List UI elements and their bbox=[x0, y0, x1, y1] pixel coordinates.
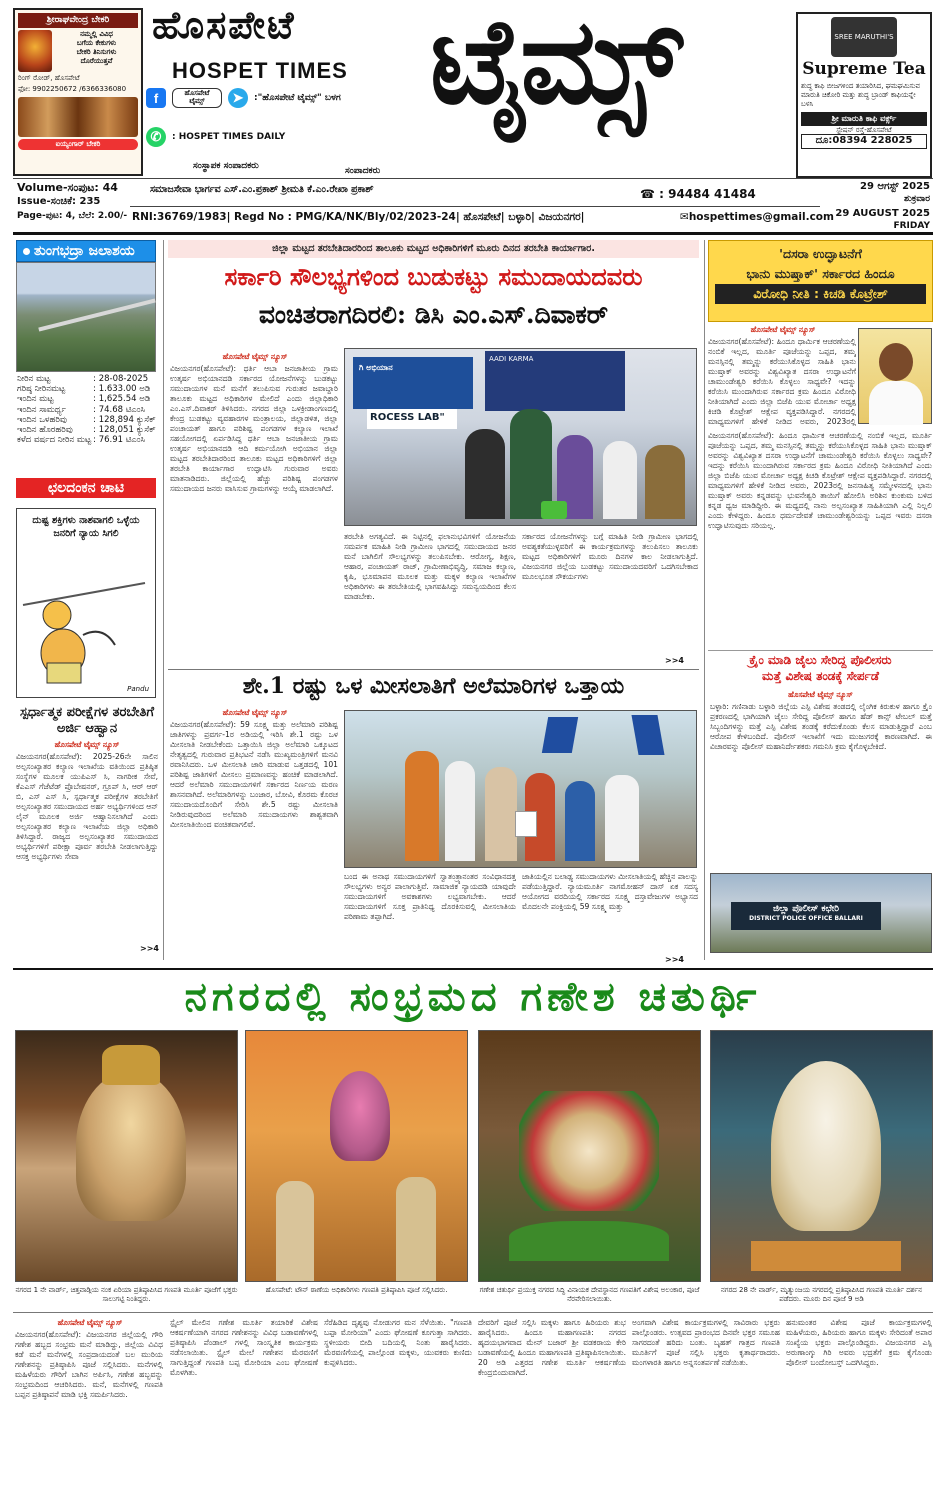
email-address[interactable]: hospettimes@gmail.com bbox=[688, 211, 834, 223]
editor-label: ಸಂಪಾದಕರು bbox=[345, 166, 381, 176]
issue-number: Issue-ಸಂಚಿಕೆ: 235 bbox=[17, 196, 101, 207]
day-kannada: ಶುಕ್ರವಾರ bbox=[904, 194, 930, 204]
dam-row bbox=[16, 374, 157, 384]
dam-row-label: ಗರಿಷ್ಠ ನೀರಿನಮಟ್ಟ bbox=[17, 384, 66, 395]
bakery-line2: ಬಗೆಯ ಕೇಕುಗಳು bbox=[76, 39, 117, 47]
bakery-line3: ಬೇಕರಿ ತಿನಿಸುಗಳು bbox=[76, 47, 117, 56]
founder-label: ಸಂಸ್ಥಾಪಕ ಸಂಪಾದಕರು bbox=[193, 161, 259, 171]
cartoon-title: ಛಲದಂಕನ ಚಾಟಿ bbox=[16, 478, 156, 498]
dam-row bbox=[16, 415, 157, 425]
tea-logo: SREE MARUTHI'S bbox=[831, 17, 897, 57]
dam-title: ತುಂಗಭದ್ರಾ ಜಲಾಶಯ bbox=[34, 243, 135, 259]
telegram-label: :"ಹೊಸಪೇಟೆ ಟೈಮ್ಸ್" ಬಳಗ bbox=[254, 93, 341, 103]
ganesha-photo-2 bbox=[245, 1030, 468, 1282]
dam-row-value: : 1,625.54 ಅಡಿ bbox=[93, 394, 151, 405]
ganesha-headline: ನಗರದಲ್ಲಿ ಸಂಭ್ರಮದ ಗಣೇಶ ಚತುರ್ಥಿ bbox=[184, 973, 762, 1020]
masthead-title-english: HOSPET TIMES bbox=[172, 58, 348, 83]
kotresh-portrait bbox=[858, 328, 932, 424]
exam-continued[interactable]: >>4 bbox=[140, 944, 159, 953]
bakery-banner: ಐಯ್ಯಂಗಾರ್ ಬೇಕರಿ bbox=[18, 139, 138, 150]
lead-column-1: ವಿಜಯನಗರ(ಹೊಸಪೇಟೆ): ಧರ್ತಿ ಆಬಾ ಜನಜಾತೀಯ ಗ್ರಾಮ ಉತ್ಕರ್ಷ ಅಭಿಯಾನದಡಿ ಸರ್ಕಾರದ ಯೋಜನೆಗಳನ್ನು ಬುಡಕಟ್ಟು ಸಮುದಾಯಗಳ ಮನೆ ಮನೆಗೆ ತಲುಪಿಸುವ ಗುರುತರ ಜವಾಬ್ದಾರಿ ತಾಲೂಕು ಮಟ್ಟದ ಅಧಿಕಾರಿಗಳ ಮೇಲಿದೆ ಎಂದು ಜಿಲ್ಲಾಧಿಕಾರಿ ಎಂ.ಎಸ್.ದಿವಾಕರ್ ತಿಳಿಸಿದರು. ನಗರದ ಜಿಲ್ಲಾ ಒಳಕ್ರೀಡಾಂಗಣದಲ್ಲಿ ಕೇಂದ್ರ ಬುಡಕಟ್ಟು ವ್ಯವಹಾರಗಳ ಮಂತ್ರಾಲಯ, ಜಿಲ್ಲಾಡಳಿತ, ಜಿಲ್ಲಾ ಪಂಚಾಯತ್ ಹಾಗೂ ಪರಿಶಿಷ್ಟ ಪಂಗಡಗಳ ಕಲ್ಯಾಣ ಇಲಾಖೆ ಸಹಯೋಗದಲ್ಲಿ ಏರ್ಪಡಿಸಿದ್ದ ಧರ್ತಿ ಆಬಾ ಜನಜಾತೀಯ ಗ್ರಾಮ ಉತ್ಕರ್ಷ ಅಭಿಯಾನದಡಿ ಆದಿ ಕರ್ಮಯೋಗಿ ಅಭಿಯಾನ ಜಿಲ್ಲಾ ಮಟ್ಟದ ತರಬೇತಿದಾರರಿಂದ ತಾಲೂಕು ಮಟ್ಟದ ಅಧಿಕಾರಿಗಳಿಗೆ ಜಿಲ್ಲಾ ತರಬೇತಿ ಕಾರ್ಯಾಗಾರ ಉದ್ಘಾಟಿಸಿ ಗುರುವಾರ ಅವರು ಮಾತನಾಡಿದರು. ಜಿಲ್ಲೆಯಲ್ಲಿ ಹೆಚ್ಚು ಪರಿಶಿಷ್ಟ ಪಂಗಡಗಳ ಸಮುದಾಯದ ಜನರು ವಾಸಿಸುವ ಗ್ರಾಮಗಳನ್ನು ಆಯ್ಕೆ ಮಾಡಲಾಗಿದೆ. bbox=[170, 364, 338, 494]
whatsapp-icon: ✆ bbox=[146, 127, 166, 147]
ganesha-caption-1: ನಗರದ 1 ನೇ ವಾರ್ಡ್, ಚಿತ್ತವಾಡ್ಗಿಯ ನಂಕ ಏರಿಯಾ ಪ್ರತಿಷ್ಠಾಪಿಸಿದ ಗಣಪತಿ ಮೂರ್ತಿ ಪೂಜೆಗೆ ಭಕ್ತರು ಸಾಲುಗಟ್ಟಿ ನಿಂತಿದ್ದರು. bbox=[15, 1286, 238, 1303]
lead-headline-line2: ವಂಚಿತರಾಗದಿರಲಿ: ಡಿಸಿ ಎಂ.ಎಸ್.ದಿವಾಕರ್ bbox=[258, 300, 609, 329]
dam-row-value: : 74.68 ಟಿಎಂಸಿ bbox=[93, 404, 146, 415]
cartoonist-signature: Pandu bbox=[127, 685, 149, 693]
facebook-icon: f bbox=[146, 88, 166, 108]
ganesha-column-5: ಅಂಗವಾಗಿ ವಿಶೇಷ ಕಾರ್ಯಕ್ರಮಗಳಲ್ಲಿ ಸಾವಿರಾರು ಭಕ್ತರು ಪಾಲ್ಗೊಂಡರು. ಉತ್ಸವದ ಪ್ರಾರಂಭದ ದಿನವೇ ಭಕ್ತರ ಸಮೂಹ ಸಾಗರದಂತೆ ಹರಿದು ಬಂತು. ಬೃಹತ್ ಗಾತ್ರದ ಗಣಪತಿ ಮೂರ್ತಿಗೆ ಪೂಜೆ ಸಲ್ಲಿಸಿ ಭಕ್ತರು ಕೃತಾರ್ಥರಾದರು. ಮಂಗಳಾರತಿ ಹಾಗೂ ಅನ್ನಸಂತರ್ಪಣೆ ನಡೆಯಿತು. bbox=[632, 1318, 780, 1368]
dam-row-label: ಕಳೆದ ವರ್ಷದ ನೀರಿನ ಮಟ್ಟ bbox=[17, 435, 92, 446]
dam-row bbox=[16, 405, 157, 415]
cartoon-panel bbox=[16, 508, 156, 698]
lead-headline-line1: ಸರ್ಕಾರಿ ಸೌಲಭ್ಯಗಳಿಂದ ಬುಡುಕಟ್ಟು ಸಮುದಾಯದವರು bbox=[224, 262, 643, 291]
reservation-column-2: ಬಂದ ಈ ಅನಾಥ ಸಮುದಾಯಗಳಿಗೆ ಸ್ವಾತಂತ್ರ್ಯಾನಂತರ ಸಂವಿಧಾನದತ್ತ ಸೌಲಭ್ಯಗಳು ಅನ್ಯರ ಪಾಲಾಗುತ್ತಿವೆ. ಸಾಮಾಜಿಕ ನ್ಯಾಯದಡಿ ಯಾವುದೇ ಸಮುದಾಯಗಳಿಗೆ ಅವಕಾಶಗಳು ಲಭ್ಯವಾಗಬೇಕು. ಆದರೆ ಸಮುದಾಯಗಳಿಗೆ ಸೂಕ್ತ ಪ್ರಾತಿನಿಧ್ಯ ದೊರಕಿಸುವಲ್ಲಿ ಮೀಸಲಾತಿಯ ಪರಿಣಾಮ ತಪ್ಪಾಗಿದೆ. bbox=[344, 872, 516, 922]
cartoon-caption: ದುಷ್ಟ ಶಕ್ತಿಗಳು ನಾಶವಾಗಲಿ ಒಳ್ಳೆಯ ಜನರಿಗೆ ನ್ಯಾಯ ಸಿಗಲಿ bbox=[32, 515, 140, 539]
bakery-ad-title: ಶ್ರೀರಾಘವೇಂದ್ರ ಬೇಕರಿ bbox=[18, 13, 138, 28]
dasara-kicker: ಹೊಸಪೇಟೆ ಟೈಮ್ಸ್ ನ್ಯೂಸ್ bbox=[750, 325, 816, 334]
exam-kicker: ಹೊಸಪೇಟೆ ಟೈಮ್ಸ್ ನ್ಯೂಸ್ bbox=[54, 740, 120, 749]
bakery-line1: ನಮ್ಮಲ್ಲಿ ವಿವಿಧ bbox=[80, 30, 113, 39]
day-english: FRIDAY bbox=[893, 221, 930, 231]
ganesha-photo-3 bbox=[478, 1030, 701, 1282]
ganesha-column-4: ದೇವರಿಗೆ ಪೂಜೆ ಸಲ್ಲಿಸಿ ಮಕ್ಕಳು ಹಾಗೂ ಹಿರಿಯರು ಶುಭ ಹಾರೈಸಿದರು. ಹಿಂದೂ ಮಹಾಗಣಪತಿ: ನಗರದ ಹೃದಯಭಾಗವಾದ ಮೇನ್ ಬಜಾರ್ ಶ್ರೀ ವಡಕರಾಯ ಕೇರಿ ಬಡಾವಣೆಯಲ್ಲಿ ಹಿಂದೂ ಮಹಾಗಣಪತಿ ಪ್ರತಿಷ್ಠಾಪಿಸಲಾಯಿತು. 20 ಅಡಿ ಎತ್ತರದ ಗಣೇಶ ಮೂರ್ತಿ ಆಕರ್ಷಣೆಯ ಕೇಂದ್ರಬಿಂದುವಾಗಿದೆ. bbox=[478, 1318, 626, 1378]
ganesha-column-2: ಸ್ಟೈಲ್ ಮೇಲಿನ ಗಣೇಶ ಮೂರ್ತಿ ತಯಾರಿಕೆ ವಿಶೇಷ ಆಕರ್ಷಣೆಯಾಗಿ ನಗರದ ಗಣೇಶನನ್ನು ವಿವಿಧ ಬಡಾವಣೆಗಳಲ್ಲಿ ಪ್ರತಿಷ್ಠಾಪಿಸಿ ಪೆಂಡಾಲ್ ಗಳಲ್ಲಿ ಸಾಂಸ್ಕೃತಿಕ ಕಾರ್ಯಕ್ರಮ ನಡೆಸಲಾಯಿತು. ಸ್ಟೈಲ್ ಮೇಲೆ ಗಣೇಶನ ಮೆರವಣಿಗೆ ಸಾಗುತ್ತಿದ್ದಂತೆ ಗಣಪತಿ ಬಪ್ಪ ಮೋರಿಯಾ ಎಂಬ ಘೋಷಣೆ ಮೊಳಗಿತು. bbox=[170, 1318, 318, 1378]
reservation-column-3: ಜಾತಿಯಲ್ಲಿನ ಬಲಾಢ್ಯ ಸಮುದಾಯಗಳು ಮೀಸಲಾತಿಯಲ್ಲಿ ಹೆಚ್ಚಿನ ಪಾಲನ್ನು ಪಡೆಯುತ್ತಿದ್ದಾರೆ. ನ್ಯಾಯಮೂರ್ತಿ ನಾಗಮೋಹನ್ ದಾಸ್ ಏಕ ಸದಸ್ಯ ಆಯೋಗದ ವರದಿಯಲ್ಲಿ ಸರ್ಕಾರದ ಸೂಕ್ಷ್ಮ ದಸ್ತಾವೇಜುಗಳ ಅಭ್ಯಾಸದ ಮೊದಲನೇ ಪಂಕ್ತಿಯಲ್ಲಿ 59 ಸೂಕ್ಷ್ಮ ಮತ್ತು bbox=[522, 872, 698, 912]
phone-number: ☎ : 94484 41484 bbox=[640, 187, 756, 201]
lead-column-3: ಸರ್ಕಾರದ ಯೋಜನೆಗಳನ್ನು ಬಗ್ಗೆ ಮಾಹಿತಿ ನೀಡಿ ಗ್ರಾಮೀಣ ಭಾಗದಲ್ಲಿ ಅವಶ್ಯಕತೆಯುಳ್ಳವರಿಗೆ ಈ ಕಾರ್ಯಕ್ರಮಗಳನ್ನು ತಲುಪಿಸಲು ತಾಲೂಕು ಮಟ್ಟದ ಅಧಿಕಾರಿಗಳಿಗೆ ಮೂರು ದಿನಗಳ ಕಾಲ ನೀಡಲಾಗುತ್ತಿದೆ. ವಿಜಯನಗರ ಜಿಲ್ಲೆಯ ಬುಡಕಟ್ಟು ಸಮುದಾಯದವರಿಗೆ ಒದಗಿಸಬೇಕಾದ ಮೂಲಭೂತ ಸೌಕರ್ಯಗಳು bbox=[522, 532, 698, 582]
dasara-body: ವಿಜಯನಗರ(ಹೊಸಪೇಟೆ): ಹಿಂದೂ ಧಾರ್ಮಿಕ ಆಚರಣೆಯಲ್ಲಿ ನಂಬಿಕೆ ಇಲ್ಲದ, ಮೂರ್ತಿ ಪೂಜೆಯನ್ನು ಒಪ್ಪದ, ತಮ್ಮ ಮನಸ್ಸಿನಲ್ಲಿ ತಮ್ಮನ್ನು ಕರೆಯುಸಿಕೊಳ್ಳದ ಸಾಹಿತಿ ಭಾನು ಮುಷ್ತಾಕ್ ಅವರನ್ನು ವಿಶ್ವವಿಖ್ಯಾತ ದಸರಾ ಉದ್ಘಾಟನೆಗೆ ಚಾಮುಂಡೇಶ್ವರಿ ಕರೆಯಿಸಿ ಕೊಳ್ಳಲು ಸಾಧ್ಯವೇ? ಇದನ್ನು ಕರೆಯಿಸಿ ಮುಂದಾಗಿರುವ ಸರ್ಕಾರದ ಕ್ರಮ ಹಿಂದೂ ವಿರೋಧಿ ನೀತಿಯಾಗಿದೆ ಎಂದು ಜಿಲ್ಲಾ ಬಿಜೆಪಿ ಯುವ ಮೋರ್ಚಾ ಅಧ್ಯಕ್ಷ ಕಿಚಡಿ ಕೊಟ್ರೇಶ್ ಆಕ್ಷೇಪ ವ್ಯಕ್ತಪಡಿಸಿದ್ದಾರೆ. ನಗರದಲ್ಲಿ ಮಾಧ್ಯಮಗಳಿಗೆ ಹೇಳಿಕೆ ನೀಡಿದ ಅವರು, 2023ರಲ್ಲಿ ಜನಸಾಹಿತ್ಯ ಸಮ್ಮೇಳನದಲ್ಲಿ ಭಾನು ಮುಷ್ತಾಕ್ ಅವರು ಕನ್ನಡವನ್ನು ಭುವನೇಶ್ವರಿ ತಾಯಿಗೆ ಹೋಲಿಸಿ ಅರಿಶಿನ ಕುಂಕುಮ ಬಳಿದ ಕನ್ನಡ ಧ್ವಜ ಮಾಡಿದ್ದೀರಿ. ಈ ಮಧ್ಯದಲ್ಲಿ ನಾನು ಅಲ್ಪಸಂಖ್ಯಾತ ಸಾಹಿತಿಯಾಗಿ ಎಲ್ಲಿ ನಿಲ್ಲಲಿ ಎಂದು ಕೇಳಿದ್ದರು. ಹಿಂದೂ ಧರ್ಮದೇವತೆ ಚಾಮುಂಡೇಶ್ವರಿಯನ್ನು ಒಪ್ಪದ ಇವರು ದಸರಾ ಉದ್ಘಾಟಿಸುವುದು ಸರಿಯಲ್ಲ. bbox=[708, 431, 932, 531]
tea-brand-name: Supreme Tea bbox=[802, 59, 926, 79]
police-office-photo bbox=[710, 873, 932, 953]
dam-row-value: : 128,894 ಕ್ಯುಸೆಕ್ bbox=[93, 414, 156, 425]
ganesha-photo-1 bbox=[15, 1030, 238, 1282]
facebook-label: ಹೊಸಪೇಟೆ ಟೈಮ್ಸ್ bbox=[172, 88, 222, 107]
reservation-protest-photo bbox=[344, 710, 697, 868]
telegram-icon: ➤ bbox=[228, 88, 248, 108]
reservation-column-1: ವಿಜಯನಗರ(ಹೊಸಪೇಟೆ): 59 ಸೂಕ್ಷ್ಮ ಮತ್ತು ಅಲೆಮಾರಿ ಪರಿಶಿಷ್ಟ ಜಾತಿಗಳನ್ನು ಪ್ರವರ್ಗ-1ರ ಅಡಿಯಲ್ಲಿ ಇರಿಸಿ ಶೇ.1 ರಷ್ಟು ಒಳ ಮೀಸಲಾತಿ ನೀಡಬೇಕೆಂದು ಒತ್ತಾಯಿಸಿ ಜಿಲ್ಲಾ ಅಲೆಮಾರಿ ಒಕ್ಕೂಟದ ನೇತೃತ್ವದಲ್ಲಿ ಗುರುವಾರ ಪ್ರತಿಭಟನೆ ನಡೆಸಿ ಮುಖ್ಯಮಂತ್ರಿಗಳಿಗೆ ಮನವಿ ರವಾನಿಸಿದರು. ಒಳ ಮೀಸಲಾತಿ ಜಾರಿ ಮಾಡುವ ಒತ್ತಡದಲ್ಲಿ 101 ಪರಿಶಿಷ್ಟ ಜಾತಿಗಳಿಗೆ ಮೀಸಲು ಪ್ರಮಾಣವನ್ನು ಹಂಚಿಕೆ ಮಾಡಲಾಗಿದೆ. ಆದರೆ ಅಲೆಮಾರಿ ಸಮುದಾಯಗಳಿಗೆ ಸರ್ಕಾರದ ನಿರ್ಣಯ ಮರಣ ಶಾಸನವಾಗಿದೆ. ಅಲೆಮಾರಿಗಳನ್ನು ಬಂಜಾರ, ಬೋವಿ, ಕೊರಮ ಕೊರಚ ಸಮುದಾಯದೊಂದಿಗೆ ಸೇರಿಸಿ ಶೇ.5 ರಷ್ಟು ಮೀಸಲಾತಿ ನೀಡಿರುವುದರಿಂದ ಅಲೆಮಾರಿ ಸಮುದಾಯಗಳು ಶಾಶ್ವತವಾಗಿ ಮೀಸಲಾತಿಯಿಂದ ವಂಚಿತವಾಗಲಿವೆ. bbox=[170, 720, 338, 830]
ganesha-photo-4 bbox=[710, 1030, 933, 1282]
dam-row-value: : 1.633.00 ಅಡಿ bbox=[93, 384, 151, 395]
dam-row bbox=[16, 384, 157, 394]
dam-row-label: ಇಂದಿನ ಹೊರಹರಿವು bbox=[17, 424, 73, 435]
dasara-body-top: ವಿಜಯನಗರ(ಹೊಸಪೇಟೆ): ಹಿಂದೂ ಧಾರ್ಮಿಕ ಆಚರಣೆಯಲ್ಲಿ ನಂಬಿಕೆ ಇಲ್ಲದ, ಮೂರ್ತಿ ಪೂಜೆಯನ್ನು ಒಪ್ಪದ, ತಮ್ಮ ಮನಸ್ಸಿನಲ್ಲಿ ತಮ್ಮನ್ನು ಕರೆಯುಸಿಕೊಳ್ಳದ ಸಾಹಿತಿ ಭಾನು ಮುಷ್ತಾಕ್ ಅವರನ್ನು ವಿಶ್ವವಿಖ್ಯಾತ ದಸರಾ ಉದ್ಘಾಟನೆಗೆ ಚಾಮುಂಡೇಶ್ವರಿ ಕರೆಯಿಸಿ ಕೊಳ್ಳಲು ಸಾಧ್ಯವೇ? ಇದನ್ನು ಕರೆಯಿಸಿ ಮುಂದಾಗಿರುವ ಸರ್ಕಾರದ ಕ್ರಮ ಹಿಂದೂ ವಿರೋಧಿ ನೀತಿಯಾಗಿದೆ ಎಂದು ಜಿಲ್ಲಾ ಬಿಜೆಪಿ ಯುವ ಮೋರ್ಚಾ ಅಧ್ಯಕ್ಷ ಕಿಚಡಿ ಕೊಟ್ರೇಶ್ ಆಕ್ಷೇಪ ವ್ಯಕ್ತಪಡಿಸಿದ್ದಾರೆ. ನಗರದಲ್ಲಿ ಮಾಧ್ಯಮಗಳಿಗೆ ಹೇಳಿಕೆ ನೀಡಿದ ಅವರು, 2023ರಲ್ಲಿ bbox=[708, 337, 856, 427]
bakery-line4: ದೊರೆಯುತ್ತವೆ bbox=[80, 56, 113, 65]
police-kicker: ಹೊಸಪೇಟೆ ಟೈಮ್ಸ್ ನ್ಯೂಸ್ bbox=[788, 690, 853, 699]
exam-body: ವಿಜಯನಗರ(ಹೊಸಪೇಟೆ): 2025-26ನೇ ಸಾಲಿನ ಅಲ್ಪಸಂಖ್ಯಾತರ ಕಲ್ಯಾಣ ಇಲಾಖೆಯ ವತಿಯಿಂದ ಪ್ರತಿಷ್ಠಿತ ಸಂಸ್ಥೆಗಳ ಮೂಲಕ ಯುಪಿಎಸ್ ಸಿ, ನಾಗರೀಕ ಸೇವೆ, ಕೆಎಎಸ್ ಗೆಜೆಟೆಡ್ ಪ್ರೊಬೇಷನರ್, ಗ್ರೂಪ್ ಸಿ, ಆರ್ ಆರ್ ಬಿ, ಎಸ್ ಎಸ್ ಸಿ, ಸ್ಪರ್ಧಾತ್ಮಕ ಪರೀಕ್ಷೆಗಳ ತರಬೇತಿಗೆ ಅಲ್ಪಸಂಖ್ಯಾತರ ಸಮುದಾಯದ ಅರ್ಹ ಅಭ್ಯರ್ಥಿಗಳಿಂದ ಆನ್ ಲೈನ್ ಮೂಲಕ ಅರ್ಜಿ ಆಹ್ವಾನಿಸಲಾಗಿದೆ ಎಂದು ಅಲ್ಪಸಂಖ್ಯಾತರ ಕಲ್ಯಾಣ ಇಲಾಖೆಯ ಜಿಲ್ಲಾ ಅಧಿಕಾರಿ ತಿಳಿಸಿದ್ದಾರೆ. ರಾಜ್ಯದ ಅಲ್ಪಸಂಖ್ಯಾತರ ಸಮುದಾಯದ ಅಭ್ಯರ್ಥಿಗಳಿಗೆ ಪರೀಕ್ಷಾ ಪೂರ್ವ ತರಬೇತಿ ನೀಡಲಾಗುತ್ತಿದ್ದು ಆಸಕ್ತ ಅಭ್ಯರ್ಥಿಗಳು ಸೇವಾ bbox=[16, 752, 158, 862]
ganesha-column-6: ಹನುಮಂತರ ವಿಶೇಷ ಪೂಜೆ ಕಾರ್ಯಕ್ರಮಗಳಲ್ಲಿ ಮಹಿಳೆಯರು, ಹಿರಿಯರು ಹಾಗೂ ಮಕ್ಕಳು ಸೇರಿದಂತೆ ಅಪಾರ ಸಂಖ್ಯೆಯ ಭಕ್ತರು ಪಾಲ್ಗೊಂಡಿದ್ದರು. ವಿಜಯನಗರ ಎಸ್ಪಿ ಅರುಣಾಂಗ್ಶು ಗಿರಿ ಅವರು ಭದ್ರತೆಗೆ ಕ್ರಮ ಕೈಗೊಂಡು ಪೊಲೀಸ್ ಬಂದೋಬಸ್ತ್ ಒದಗಿಸಿದ್ದರು. bbox=[786, 1318, 932, 1368]
dam-row-label: ಇಂದಿನ ಮಟ್ಟ bbox=[17, 394, 54, 405]
lead-kicker-top: ಜಿಲ್ಲಾ ಮಟ್ಟದ ತರಬೇತಿದಾರರಿಂದ ತಾಲೂಕು ಮಟ್ಟದ ಅಧಿಕಾರಿಗಳಿಗೆ ಮೂರು ದಿನದ ತರಬೇತಿ ಕಾರ್ಯಾಗಾರ. bbox=[168, 240, 699, 258]
exam-headline: ಸ್ಪರ್ಧಾತ್ಮಕ ಪರೀಕ್ಷೆಗಳ ತರಬೇತಿಗೆ ಅರ್ಜಿ ಆಹ್ವಾನ bbox=[20, 705, 154, 736]
lead-photo: ಗಿ ಅಭಿಯಾನ AADI KARMA ROCESS LAB" bbox=[344, 348, 697, 526]
dam-row bbox=[16, 425, 157, 435]
dasara-headline-line3: ವಿರೋಧಿ ನೀತಿ : ಕಿಚಡಿ ಕೊಟ್ರೇಶ್ bbox=[715, 284, 926, 304]
facebook-row[interactable] bbox=[146, 88, 341, 108]
founder-names: ಸಮಾಜಸೇವಾ ಭಾರ್ಗವ ಎಸ್.ಎಂ.ಪ್ರಕಾಶ್ ಶ್ರೀಮತಿ ಕೆ.ಎಂ.ರೇಖಾ ಪ್ರಕಾಶ್ bbox=[150, 184, 374, 195]
dam-row-label: ನೀರಿನ ಮಟ್ಟ bbox=[17, 374, 51, 384]
lead-column-2: ತರಬೇತಿ ಅಗತ್ಯವಿದೆ. ಈ ನಿಟ್ಟಿನಲ್ಲಿ ಫಲಾನುಭವಿಗಳಿಗೆ ಯೋಜನೆಯ ಸಮರ್ಪಕ ಮಾಹಿತಿ ನೀಡಿ ಗ್ರಾಮೀಣ ಭಾಗದಲ್ಲಿ ಸಮುದಾಯದ ಜನರ ಮನೆ ಬಾಗಿಲಿಗೆ ಸೌಲಭ್ಯಗಳನ್ನು ತಲುಪಿಸಬೇಕು. ಆರೋಗ್ಯ, ಶಿಕ್ಷಣ, ಆಹಾರ, ಪಂಚಾಯತ್ ರಾಜ್, ಗ್ರಾಮೀಣಾಭಿವೃದ್ಧಿ, ಸಮಾಜ ಕಲ್ಯಾಣ, ಕೃಷಿ, ಭೂಮಾಪನ ಮೂಲಕ ಮತ್ತು ಮಕ್ಕಳ ಕಲ್ಯಾಣ ಇಲಾಖೆಗಳ ಅಧಿಕಾರಿಗಳು ಈ ತರಬೇತಿಯಲ್ಲಿ ಭಾಗವಹಿಸಿದ್ದು ಸಮನ್ವಯದಿಂದ ಕೆಲಸ ಮಾಡಬೇಕು. bbox=[344, 532, 516, 602]
dam-row bbox=[16, 394, 157, 404]
date-kannada: 29 ಆಗಸ್ಟ್ 2025 bbox=[860, 181, 930, 192]
dam-row-value: : 128,051 ಕ್ಯುಸೆಕ್ bbox=[93, 424, 156, 435]
ganesha-caption-3: ಗಣೇಶ ಚತುರ್ಥಿ ಪ್ರಯುಕ್ತ ನಗರದ ಸಿದ್ಧಿ ವಿನಾಯಕ ದೇವಸ್ಥಾನದ ಗಣಪತಿಗೆ ವಿಶೇಷ ಅಲಂಕಾರ, ಪೂಜೆ ನೆರವೇರಿಸಲಾಯಿತು. bbox=[479, 1286, 700, 1303]
mail-icon: ✉ bbox=[680, 211, 689, 223]
dasara-headline-line2: ಭಾನು ಮುಷ್ತಾಕ್' ಸರ್ಕಾರದ ಹಿಂದೂ bbox=[746, 266, 895, 281]
masthead-times-kannada: ಟೈಮ್ಸ್ bbox=[430, 0, 679, 130]
whatsapp-row[interactable] bbox=[146, 127, 285, 147]
date-english: 29 AUGUST 2025 bbox=[835, 208, 930, 219]
dam-row-value: : 28-08-2025 bbox=[93, 374, 149, 384]
ganesha-column-1: ವಿಜಯನಗರ(ಹೊಸಪೇಟೆ): ವಿಜಯನಗರ ಜಿಲ್ಲೆಯಲ್ಲಿ ಗೌರಿ ಗಣೇಶ ಹಬ್ಬದ ಸಂಭ್ರಮ ಮನೆ ಮಾಡಿದ್ದು, ಜಿಲ್ಲೆಯ ವಿವಿಧ ಕಡೆ ಮನೆ ಮನೆಗಳಲ್ಲಿ ಸಂಪ್ರದಾಯದಂತೆ ಬಲ ಮುರಿಯ ಗಣೇಶನನ್ನು ಪ್ರತಿಷ್ಠಾಪಿಸಿ ಪೂಜೆ ಸಲ್ಲಿಸಿದರು. ಮನೆಗಳಲ್ಲಿ ಮಹಿಳೆಯರು ಗೌರಿಗೆ ಬಾಗಿನ ಅರ್ಪಿಸಿ, ಗಣೇಶ ಹಬ್ಬವನ್ನು ಸಂಭ್ರಮದಿಂದ ಆಚರಿಸಿದರು. ಮನೆ, ಮನೆಗಳಲ್ಲಿ ಗಣಪತಿ ಬಪ್ಪನ ಪ್ರತಿಷ್ಠಾಪನೆ ಮಾಡಿ ಭಕ್ತಿ ಸಮರ್ಪಿಸಿದರು. bbox=[15, 1330, 163, 1400]
tea-advertisement bbox=[796, 12, 932, 178]
lead-continued[interactable]: >>4 bbox=[665, 656, 684, 665]
dasara-headline-line1: 'ದಸರಾ ಉದ್ಘಾಟನೆಗೆ bbox=[779, 246, 862, 261]
ganesha-kicker: ಹೊಸಪೇಟೆ ಟೈಮ್ಸ್ ನ್ಯೂಸ್ bbox=[57, 1318, 123, 1327]
ganesha-column-3: ಸೆರೆಹಿಡಿದ ದೃಶ್ಯವು ನೋಡುಗರ ಮನ ಸೆಳೆಯಿತು. "ಗಣಪತಿ ಬಪ್ಪಾ ಮೋರಿಯಾ" ಎಂದು ಘೋಷಣೆ ಕೂಗುತ್ತಾ ಸಾಗಿದರು. ಸ್ಥಳೀಯರು ಬೀದಿ ಬದಿಯಲ್ಲಿ ನಿಂತು ಹಾರೈಸಿದರು. ಮೆರವಣಿಗೆಯಲ್ಲಿ ಪಾಲ್ಗೊಂಡ ಮಕ್ಕಳು, ಯುವಕರು ಕುಣಿದು ಕುಪ್ಪಳಿಸಿದರು. bbox=[324, 1318, 472, 1368]
dam-row-value: : 76.91 ಟಿಎಂಸಿ bbox=[93, 435, 146, 446]
tea-phone: ದೂ:08394 228025 bbox=[801, 134, 927, 149]
whatsapp-label: : HOSPET TIMES DAILY bbox=[172, 132, 286, 142]
cakes-image bbox=[18, 97, 138, 137]
dam-row-label: ಇಂದಿನ ಒಳಹರಿವು bbox=[17, 414, 67, 425]
tea-description: ಶುದ್ಧ ಕಾಫಿ ಬೀಜಗಳಿಂದ ತಯಾರಿಸಿದ, ಘಮಘಮಿಸುವ ಮಾರುತಿ ಚಿಕೋರಿ ಮತ್ತು ಶುದ್ಧ ಬ್ರಾಂಡ್ ಕಾಫಿಯನ್ನೇ ಬಳಸಿ bbox=[801, 82, 920, 108]
masthead-title-kannada: ಹೊಸಪೇಟೆ bbox=[152, 2, 296, 47]
dam-photo bbox=[16, 262, 156, 372]
page-price: Page-ಪುಟ: 4, ಬೆಲೆ: 2.00/- bbox=[17, 211, 128, 221]
cartoon-drawing bbox=[17, 575, 155, 695]
deity-image bbox=[18, 30, 52, 72]
volume-number: Volume-ಸಂಪುಟ: 44 bbox=[17, 181, 118, 194]
ganesha-caption-4: ನಗರದ 28 ನೇ ವಾರ್ಡ್, ಮೃತ್ಯುಂಜಯ ನಗರದಲ್ಲಿ ಪ್ರತಿಷ್ಠಾಪಿಸಿದ ಗಣಪತಿ ಮೂರ್ತಿ ದರ್ಶನ ಪಡೆದರು. ಮೂರು ದಿನ ಪೂಜೆ 9 ಅಡಿ bbox=[720, 1286, 923, 1303]
dasara-headline-box bbox=[708, 240, 933, 322]
tea-company: ಶ್ರೀ ಮಾರುತಿ ಕಾಫಿ ವರ್ಕ್ಸ್ bbox=[801, 112, 927, 126]
dam-stats bbox=[16, 374, 156, 445]
dam-row bbox=[16, 435, 157, 445]
bakery-advertisement bbox=[13, 8, 143, 176]
tea-address: ಸ್ಟೇಷನ್ ರಸ್ತೆ-ಹೊಸಪೇಟೆ bbox=[836, 125, 892, 134]
reservation-kicker: ಹೊಸಪೇಟೆ ಟೈಮ್ಸ್ ನ್ಯೂಸ್ bbox=[222, 708, 288, 717]
police-sign-english: DISTRICT POLICE OFFICE BALLARI bbox=[749, 914, 863, 922]
bakery-phone: ಫೋ: 9902250672 /6366336080 bbox=[18, 85, 127, 93]
police-headline-line2: ಮತ್ತೆ ವಿಶೇಷ ತಂಡಕ್ಕೆ ಸೇರ್ಪಡೆ bbox=[762, 669, 879, 683]
police-sign-kannada: ಜಿಲ್ಲಾ ಪೊಲೀಸ್ ಕಛೇರಿ bbox=[772, 904, 840, 914]
registration-line: RNI:36769/1983| Regd No : PMG/KA/NK/Bly/02/2023-24| ಹೊಸಪೇಟೆ| ಬಳ್ಳಾರಿ| ವಿಜಯನಗರ| bbox=[132, 211, 585, 223]
dam-row-label: ಇಂದಿನ ಸಾಮರ್ಥ್ಯ bbox=[17, 404, 66, 415]
dam-box-title bbox=[16, 240, 156, 262]
ganesha-caption-2: ಹೊಸಪೇಟೆ: ಟೌನ್ ಠಾಣೆಯ ಅಧಿಕಾರಿಗಳು ಗಣಪತಿ ಪ್ರತಿಷ್ಠಾಪಿಸಿ ಪೂಜೆ ಸಲ್ಲಿಸಿದರು. bbox=[265, 1286, 448, 1294]
bakery-address: ರಿಂಗ್ ರೋಡ್, ಹೊಸಪೇಟೆ bbox=[18, 74, 80, 83]
lead-kicker: ಹೊಸಪೇಟೆ ಟೈಮ್ಸ್ ನ್ಯೂಸ್ bbox=[222, 352, 288, 361]
police-body: ಬಳ್ಳಾರಿ: ಗಣಿನಾಡು ಬಳ್ಳಾರಿ ಜಿಲ್ಲೆಯ ಎಸ್ಪಿ ವಿಶೇಷ ತಂಡದಲ್ಲಿ ಲೈಂಗಿಕ ಕಿರುಕುಳ ಹಾಗೂ ಕ್ರೈಂ ಪ್ರಕರಣದಲ್ಲಿ ಭಾಗಿಯಾಗಿ ಜೈಲು ಸೇರಿದ್ದ ಪೊಲೀಸ್ ಹಾಗೂ ಹೆಡ್ ಕಾನ್ಸ್ ಟೇಬಲ್ ಮತ್ತೆ ಸಿಬ್ಬಂದಿಗಳನ್ನು ಮತ್ತೆ ಎಸ್ಪಿ ವಿಶೇಷ ತಂಡಕ್ಕೆ ಕರೆದುಕೊಂಡು ಕೆಲಸ ಮಾಡುತ್ತಿದ್ದಾರೆ ಎಂಬ ಆರೋಪ ಕೇಳಿಬಂದಿದೆ. ಪೊಲೀಸ್ ಇಲಾಖೆಗೆ ಇದು ಮುಜುಗರಕ್ಕೆ ಕಾರಣವಾಗಿದೆ. ಈ ವಿಚಾರವನ್ನು ಪೊಲೀಸ್ ಮಹಾನಿರ್ದೇಶಕರು ಗಮನಿಸಿ ಕ್ರಮ ಕೈಗೊಳ್ಳಬೇಕಿದೆ. bbox=[710, 702, 932, 752]
police-headline-line1: ಕ್ರೈಂ ಮಾಡಿ ಜೈಲು ಸೇರಿದ್ದ ಪೊಲೀಸರು bbox=[708, 650, 933, 668]
email-row[interactable] bbox=[680, 211, 834, 223]
reservation-headline: ಶೇ.1 ರಷ್ಟು ಒಳ ಮೀಸಲಾತಿಗೆ ಅಲೆಮಾರಿಗಳ ಒತ್ತಾಯ bbox=[242, 673, 625, 699]
reservation-continued[interactable]: >>4 bbox=[665, 955, 684, 964]
